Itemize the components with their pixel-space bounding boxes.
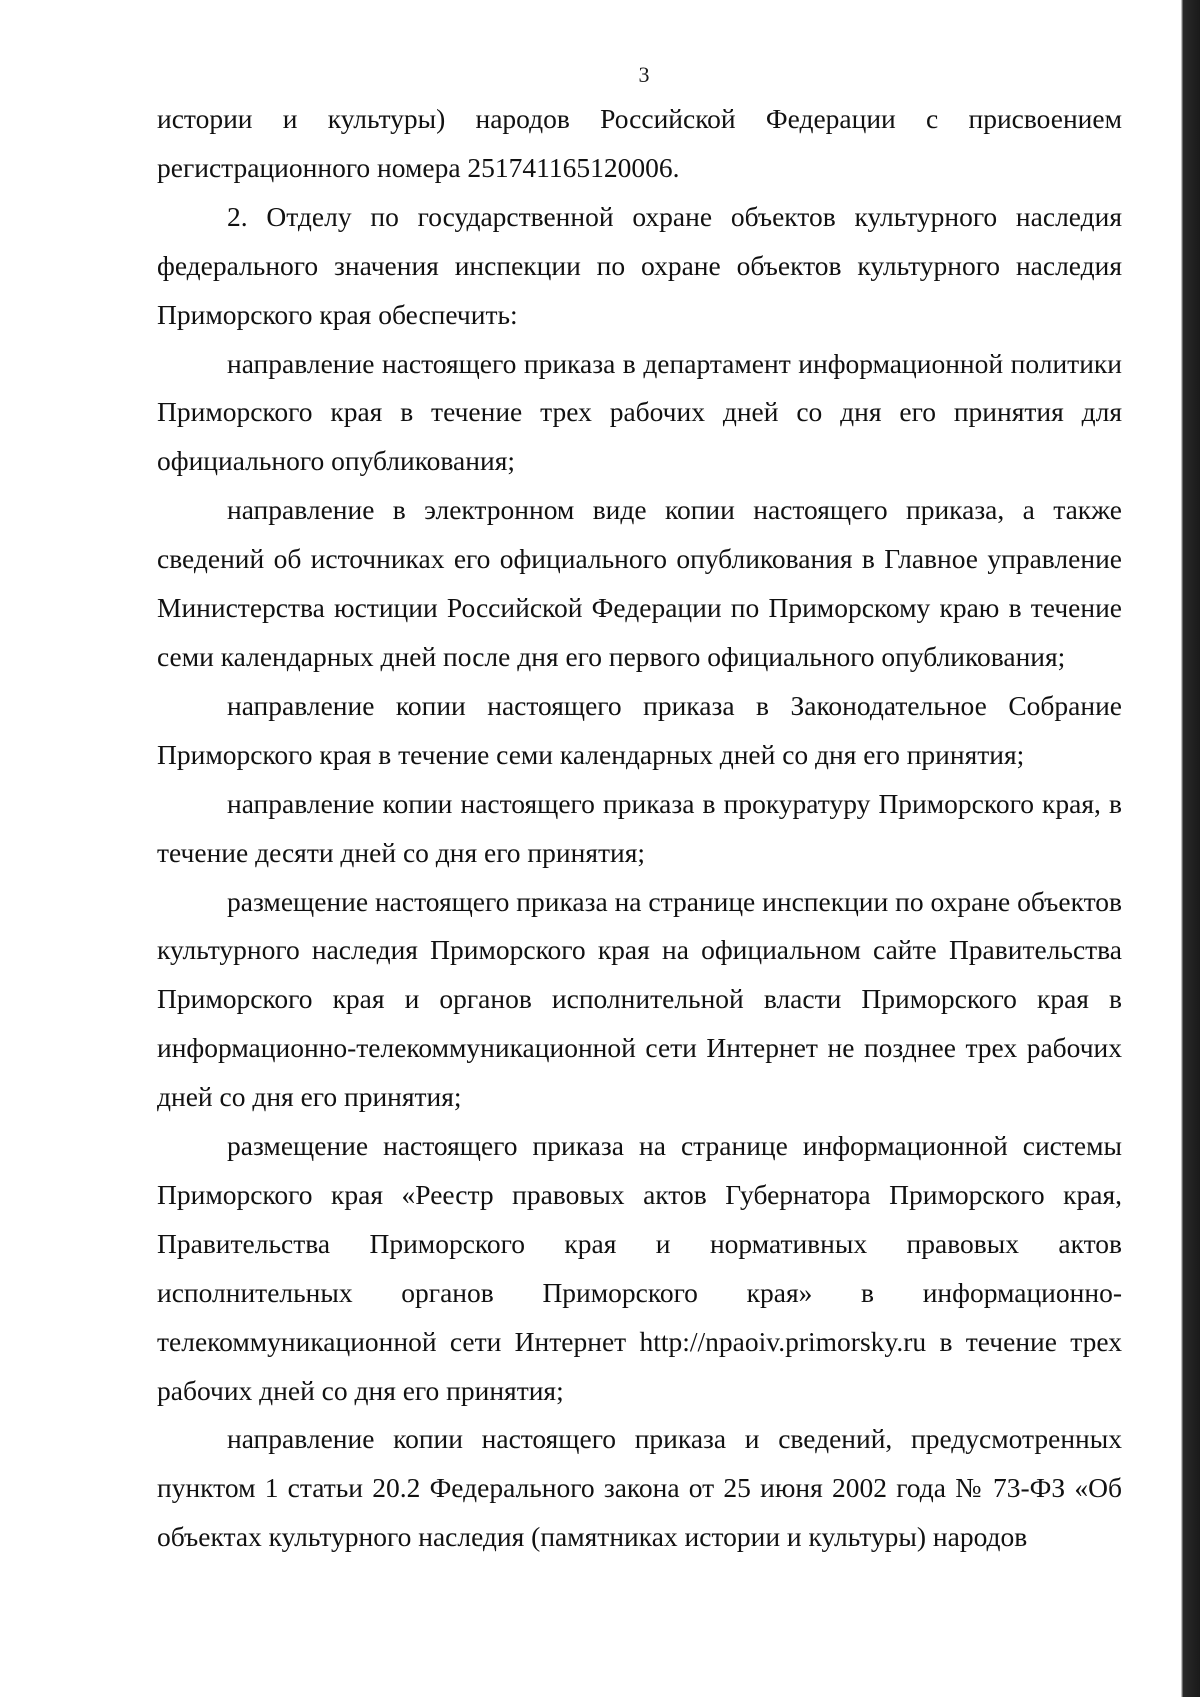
document-body	[157, 95, 1122, 1562]
paragraph-registry-system: размещение настоящего приказа на странице информационной системы Приморского края «Реестр правовых актов Губернатора Приморского края, Правительства Приморского края и нормативных правовых актов исполнительных органов Приморского края» в информационно-телекоммуникационной сети Интернет http://npaoiv.primorsky.ru в течение трех рабочих дней со дня его принятия;	[157, 1130, 1122, 1406]
page-number: 3	[638, 62, 650, 87]
paragraph-federal-law: направление копии настоящего приказа и сведений, предусмотренных пунктом 1 статьи 20.2 Федерального закона от 25 июня 2002 года № 73-ФЗ «Об объектах культурного наследия (памятниках истории и культуры) народов	[157, 1423, 1122, 1553]
paragraph-continuation: истории и культуры) народов Российской Федерации с присвоением регистрационного номера 251741165120006.	[157, 103, 1122, 183]
paragraph-official-site: размещение настоящего приказа на странице инспекции по охране объектов культурного наследия Приморского края на официальном сайте Правительства Приморского края и органов исполнительной власти Приморского края в информационно-телекоммуникационной сети Интернет не позднее трех рабочих дней со дня его принятия;	[157, 885, 1122, 1113]
paragraph-legislative-assembly: направление копии настоящего приказа в Законодательное Собрание Приморского края в течение семи календарных дней со дня его принятия;	[157, 689, 1122, 770]
paragraph-ministry-justice: направление в электронном виде копии настоящего приказа, а также сведений об источниках его официального опубликования в Главное управление Министерства юстиции Российской Федерации по Приморскому краю в течение семи календарных дней после дня его первого официального опубликования;	[157, 494, 1122, 672]
paragraph-item-2: 2. Отделу по государственной охране объектов культурного наследия федерального значения инспекции по охране объектов культурного наследия Приморского края обеспечить:	[157, 200, 1122, 330]
paragraph-prosecutor: направление копии настоящего приказа в прокуратуру Приморского края, в течение десяти дней со дня его принятия;	[157, 787, 1122, 868]
paragraph-info-policy: направление настоящего приказа в департамент информационной политики Приморского края в течение трех рабочих дней со дня его принятия для официального опубликования;	[157, 347, 1122, 477]
scan-edge-shadow	[1176, 0, 1200, 1697]
